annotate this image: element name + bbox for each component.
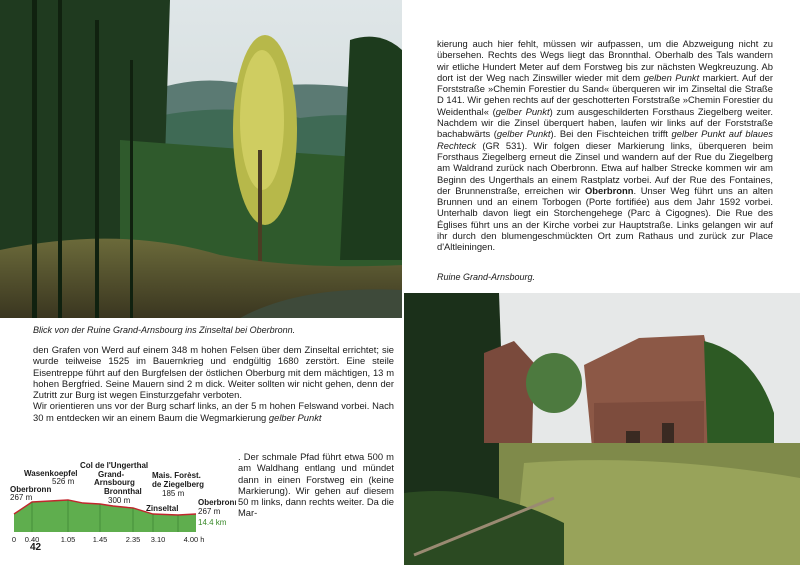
body-text-left (33, 344, 394, 423)
wp-oberbronn-end-ele: 267 m (198, 507, 221, 516)
wp-oberbronn-start: Oberbronn (10, 485, 52, 494)
time-tick: 1.05 (60, 535, 76, 544)
marker-text: gelber Punkt (496, 128, 551, 140)
forest-valley-photo (0, 0, 402, 318)
wp-ziegelberg-ele: 185 m (162, 489, 185, 498)
paragraph-2-end: . Der schmale Pfad führt etwa 500 m am Waldhang entlang und mündet dann in einen Forstweg ein (keine Markierung). Wir gehen auf diesem 50 m links, dann rechts weiter. Da die Mar- (238, 451, 394, 519)
marker-text: gelber Punkt auf blaues Rechteck (437, 128, 773, 151)
text-segment: ) zum ausgeschilderten Forsthaus Ziegelberg weiter. Nachdem wir die Zinsel überquert haben, laufen wir links auf der Forststraße bachabwärts ( (437, 105, 773, 140)
wp-oberbronn-end: Oberbronn (198, 498, 236, 507)
text-segment: markiert. Auf der Forststraße »Chemin Forestier du Sand« überqueren wir im Zinseltal die Straße D 141. Wir gehen rechts auf der geschotterten Forststraße »Chemin Forestier du Weidenthal« ( (437, 71, 774, 117)
text-segment: (GR 531). Wir folgen dieser Markierung links, überqueren beim Forsthaus Ziegelberg erneut die Zinsel und wandern auf der Rue du Ziegelberg am Waldrand zurück nach Oberbronn. Etwa auf halber Strecke kommen wir am Beginn des Ungerthals an einem Rastplatz vorbei. Auf der Rue des Fontaines, der Brunnenstraße, erreichen wir (437, 139, 773, 196)
text-segment: . Unser Weg führt uns an alten Brunnen und an einem Torbogen (Porte fortifiée) aus dem Jahr 1592 vorbei. Unterhalb davon liegt ein Storchengehege (Parc à Cigognes). Die Rue des Églises führt uns an der Kirche vorbei zur Hauptstraße. Links gelangen wir auf ihr durch den blumengeschmückten Ort zum Rathaus und zurück zur Place d'Altleiningen. (437, 184, 773, 253)
elevation-profile (8, 436, 236, 544)
time-tick: 3.10 (150, 535, 166, 544)
time-tick: 4.00 h (183, 535, 205, 544)
distance-total: 14.4 km (198, 518, 227, 527)
wp-col-ungerthal: Col de l'Ungerthal (80, 461, 149, 470)
wp-bronnthal: Bronnthal (104, 487, 142, 496)
place-name-bold: Oberbronn (585, 184, 634, 196)
wp-zinseltal: Zinseltal (146, 504, 179, 513)
time-tick: 0 (11, 535, 17, 544)
page-number: 42 (30, 542, 42, 553)
paragraph-2-start: Wir orientieren uns vor der Burg scharf links, an der 5 m hohen Felswand vorbei. Nach 30 m entdecken wir an einem Baum die Wegmarkierung (33, 400, 394, 423)
body-text-left-continued (238, 451, 394, 519)
paragraph-1: den Grafen von Werd auf einem 348 m hohen Felsen über dem Zinseltal errichtet; sie wurde teilweise 1525 im Bauernkrieg und endgültig 1680 zerstört. Eine steile Eisentreppe führt auf den Burgfelsen der östlichen Oberburg mit dem mächtigen, 13 m hohen Bergfried. Seine Mauern sind 2 m dick. Weiter sollten wir nicht gehen, denn der Zutritt zur Burg ist wegen Einsturzgefahr verboten. (33, 344, 394, 401)
wp-oberbronn-start-ele: 267 m (10, 493, 33, 502)
wp-wasenkoepfel: Wasenkoepfel (24, 469, 78, 478)
wp-wasenkoepfel-ele: 526 m (52, 477, 75, 486)
marker-text: gelben Punkt (643, 71, 700, 83)
time-tick: 1.45 (92, 535, 108, 544)
wp-mais-forest: Mais. Forèst. (152, 471, 201, 480)
time-tick: 2.35 (125, 535, 141, 544)
wp-grand: Grand- (98, 470, 125, 479)
text-segment: kierung auch hier fehlt, müssen wir aufpassen, um die Abzweigung nicht zu übersehen. Rechts des Wegs liegt das Bronnthal. Oberhalb des Tals wandern wir etliche Hundert Meter auf dem Forstweg bis zur nächsten Wegkreuzung. Ab dort ist der Weg nach Zinswiller wieder mit dem (437, 38, 773, 83)
marker-yellow-dot: gelber Punkt (268, 411, 322, 423)
wp-bronnthal-ele: 300 m (108, 496, 131, 505)
text-segment: ). Bei den Fischteichen trifft (550, 128, 672, 140)
body-text-right (437, 38, 773, 253)
castle-ruin-photo (404, 293, 800, 565)
wp-arnsbourg: Arnsbourg (94, 478, 135, 487)
marker-text: gelber Punkt (495, 105, 550, 117)
wp-ziegelberg: de Ziegelberg (152, 480, 205, 489)
photo-caption-valley: Blick von der Ruine Grand-Arnsbourg ins Zinseltal bei Oberbronn. (33, 325, 296, 335)
photo-caption-ruin: Ruine Grand-Arnsbourg. (437, 272, 536, 282)
time-tick: 0.40 (24, 535, 40, 544)
